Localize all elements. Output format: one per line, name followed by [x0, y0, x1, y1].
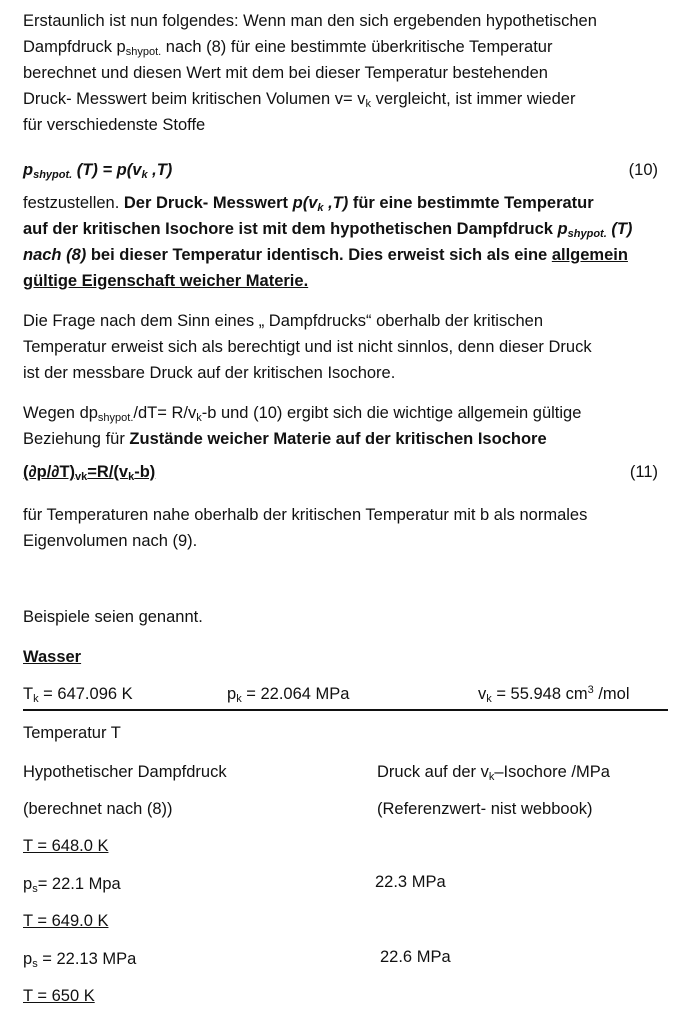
hypothetical-pressure-value: $p_s= 22.1$ Mpa — [23, 875, 121, 895]
temperature-header: Temperatur T — [23, 724, 121, 742]
temperature-row: T = 649.0 K — [23, 912, 109, 930]
critical-volume: $v_k = 55.948$ $cm^3$ /mol — [478, 684, 630, 705]
temperature-row: T = 650 K — [23, 987, 95, 1005]
critical-pressure: $p_k = 22.064$ MPa — [227, 685, 350, 705]
reference-pressure-value: 22.6 MPa — [380, 948, 451, 966]
paragraph-conditions: für Temperaturen nahe oberhalb der kritischen Temperatur mit b als normales Eigenvolumen nach (9). — [23, 506, 588, 550]
hypothetical-pressure-note: (berechnet nach (8)) — [23, 800, 173, 818]
substance-title: Wasser — [23, 648, 82, 666]
paragraph-statement: festzustellen. Der Druck- Messwert $p(v_k$ ,T) für eine bestimmte Temperatur auf der kritischen Isochore ist mit dem hypothetischen Dampfdruck $p_{shypot.}$ (T) nach (8) bei dieser Temperatur identisch. Dies erweist sich als eine allgemein gültige Eigenschaft weicher Materie. — [23, 194, 633, 290]
equation-number: (10) — [628, 161, 658, 179]
equation-number: (11) — [629, 463, 658, 481]
paragraph-relation: Wegen $dp_{shypot.}/dT= R/v_k-b$ und (10) ergibt sich die wichtige allgemein gültige Beziehung für Zustände weicher Materie auf der kritischen Isochore — [23, 404, 582, 448]
critical-temperature: $T_k = 647.096$ K — [23, 685, 133, 705]
text-line: Erstaunlich ist nun folgendes: Wenn man den sich ergebenden hypothetischen — [23, 12, 597, 30]
temperature-row: T = 648.0 K — [23, 837, 109, 855]
equation-10: $p_{shypot.}$ $(T) = p(v_k$ ,T) (10) — [23, 156, 668, 184]
hypothetical-pressure-value: $p_s = 22.13$ MPa — [23, 950, 137, 970]
reference-pressure-value: 22.3 MPa — [375, 873, 446, 891]
examples-intro: Beispiele seien genannt. — [23, 608, 203, 626]
isochore-pressure-header: Druck auf der $v_k$–Isochore /MPa — [377, 763, 610, 783]
reference-note: (Referenzwert- nist webbook) — [377, 800, 593, 818]
critical-data-row — [23, 681, 668, 711]
paragraph-question: Die Frage nach dem Sinn eines „ Dampfdrucks“ oberhalb der kritischen Temperatur erweist sich als berechtigt und ist nicht sinnlos, denn dieser Druck ist der messbare Druck auf der kritischen Isochore. — [23, 312, 592, 382]
equation-11: $(\partial p/\partial T)_{vk}=R/(v_k-b)$ (11) — [23, 458, 668, 486]
hypothetical-pressure-header: Hypothetischer Dampfdruck — [23, 763, 227, 781]
paragraph-intro: Erstaunlich ist nun folgendes: Wenn man den sich ergebenden hypothetischen Dampfdruck $p_{shypot.}$ nach (8) für eine bestimmte überkritische Temperatur berechnet und diesen Wert mit dem bei dieser Temperatur bestehenden Druck- Messwert beim kritischen Volumen $v= v_k$ vergleicht, ist immer wieder für verschiedenste Stoffe — [23, 12, 597, 134]
